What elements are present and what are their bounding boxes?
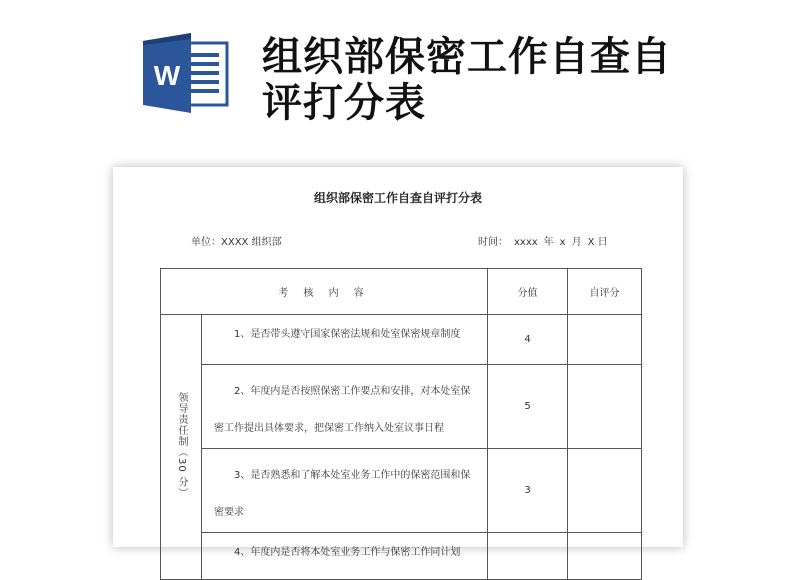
unit-label: 单位：XXXX 组织部 xyxy=(191,237,282,248)
header-self-score: 自评分 xyxy=(568,269,642,315)
item-score: 5 xyxy=(488,365,568,449)
header-score: 分值 xyxy=(488,269,568,315)
table-header-row xyxy=(161,269,642,315)
document-title: 组织部保密工作自查自评打分表 xyxy=(313,191,482,205)
item-text: 2、年度内是否按照保密工作要点和安排，对本处室保密工作提出具体要求，把保密工作纳入处室议事日程 xyxy=(202,365,488,449)
date-month: x xyxy=(559,237,566,248)
word-icon-letter: W xyxy=(153,60,181,91)
item-text: 1、是否带头遵守国家保密法规和处室保密规章制度 xyxy=(202,315,488,365)
item-self-score[interactable] xyxy=(568,315,642,365)
date-year: xxxx xyxy=(514,237,538,248)
item-self-score[interactable] xyxy=(568,365,642,449)
item-self-score[interactable] xyxy=(568,533,642,580)
item-self-score[interactable] xyxy=(568,449,642,533)
header-content: 考 核 内 容 xyxy=(161,269,488,315)
page-title: 组织部保密工作自查自评打分表 xyxy=(262,34,672,126)
item-score: 3 xyxy=(488,449,568,533)
date-month-unit: 月 xyxy=(571,237,582,248)
word-document-icon xyxy=(141,33,233,113)
item-text: 4、年度内是否将本处室业务工作与保密工作同计划 xyxy=(202,533,488,580)
document-sheet xyxy=(113,167,683,558)
date-line xyxy=(478,233,614,248)
table-row xyxy=(161,365,642,449)
table-row xyxy=(161,533,642,580)
table-row xyxy=(161,449,642,533)
table-row xyxy=(161,315,642,365)
category-label: 领导责任制（30 分） xyxy=(176,392,187,499)
item-text: 3、是否熟悉和了解本处室业务工作中的保密范围和保密要求 xyxy=(202,449,488,533)
review-table xyxy=(160,268,642,580)
date-day: X 日 xyxy=(587,237,608,248)
date-year-unit: 年 xyxy=(543,237,554,248)
category-cell xyxy=(161,315,202,580)
item-score: 4 xyxy=(488,315,568,365)
item-score xyxy=(488,533,568,580)
date-label: 时间： xyxy=(478,237,508,248)
